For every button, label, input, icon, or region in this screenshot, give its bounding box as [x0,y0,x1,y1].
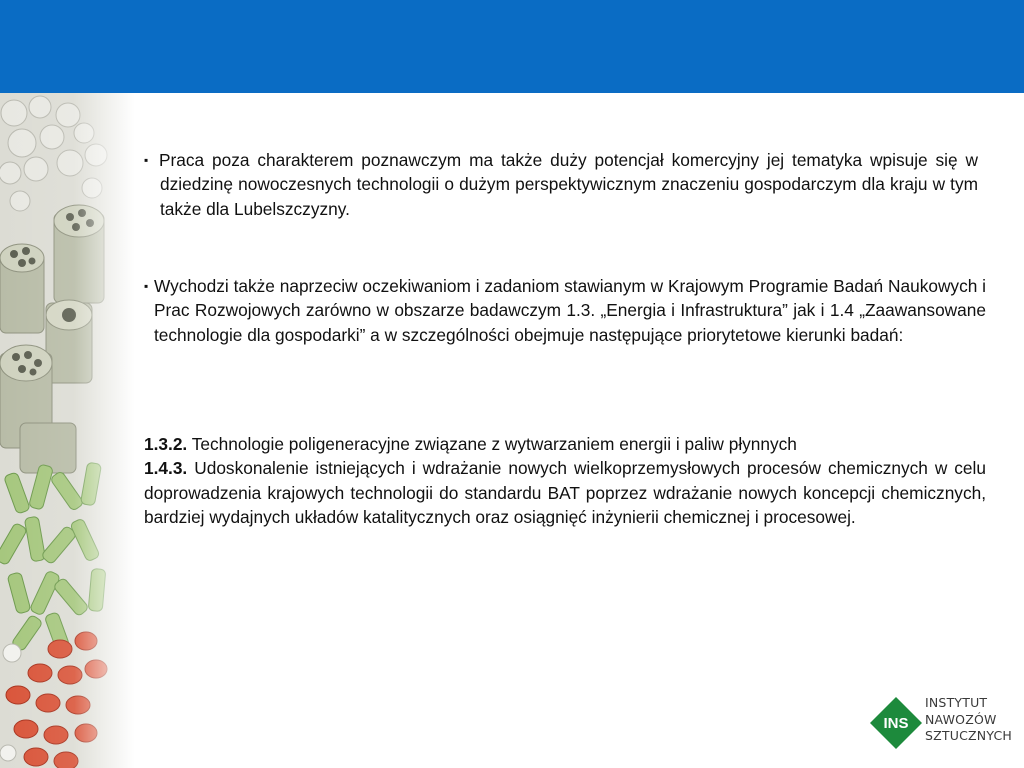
priority-text: Technologie poligeneracyjne związane z wytwarzaniem energii i paliw płynnych [191,434,797,454]
square-bullet-icon: ▪ [144,153,149,167]
priority-list [144,432,986,530]
bullet-2-text: Wychodzi także naprzeciw oczekiwaniom i zadaniom stawianym w Krajowym Programie Badań Naukowych i Prac Rozwojowych zarówno w obszarze badawczym 1.3. „Energia i Infrastruktura” jak i 1.4 „Zaawansowane technologie dla gospodarki” a w szczególności obejmuje następujące priorytetowe kierunki badań: [154,276,986,345]
bullet-1-text: Praca poza charakterem poznawczym ma także duży potencjał komercyjny jej tematyka wpisuje się w dziedzinę nowoczesnych technologii o dużym perspektywicznym znaczeniu gospodarczym dla kraju w tym także dla Lubelszczyzny. [159,150,978,219]
logo-wordmark [925,695,1012,745]
header-bar [0,0,1024,93]
logo-line-1: INSTYTUT [925,695,988,710]
logo-line-2: NAWOZÓW [925,711,997,727]
priority-code: 1.4.3. [144,458,188,479]
logo-line-3: SZTUCZNYCH [925,728,1013,743]
priority-text: Udoskonalenie istniejących i wdrażanie nowych wielkoprzemysłowych procesów chemicznych w celu doprowadzenia krajowych technologii do standardu BAT poprzez wdrażanie nowych koncepcji chemicznych, bardziej wydajnych układów katalitycznych oraz osiągnięć inżynierii chemicznej i procesowej. [144,458,986,528]
bullet-paragraph-2 [144,274,986,347]
bullet-paragraph-1 [144,148,978,221]
priority-code: 1.3.2. [144,434,188,454]
priority-item [144,456,986,529]
square-bullet-icon: ▪ [144,279,149,293]
ins-logo [870,693,1022,753]
catalyst-pellets-image [0,93,135,768]
ins-diamond-icon [870,697,922,749]
logo-mark-text: INS [883,715,909,732]
priority-item [144,432,986,456]
